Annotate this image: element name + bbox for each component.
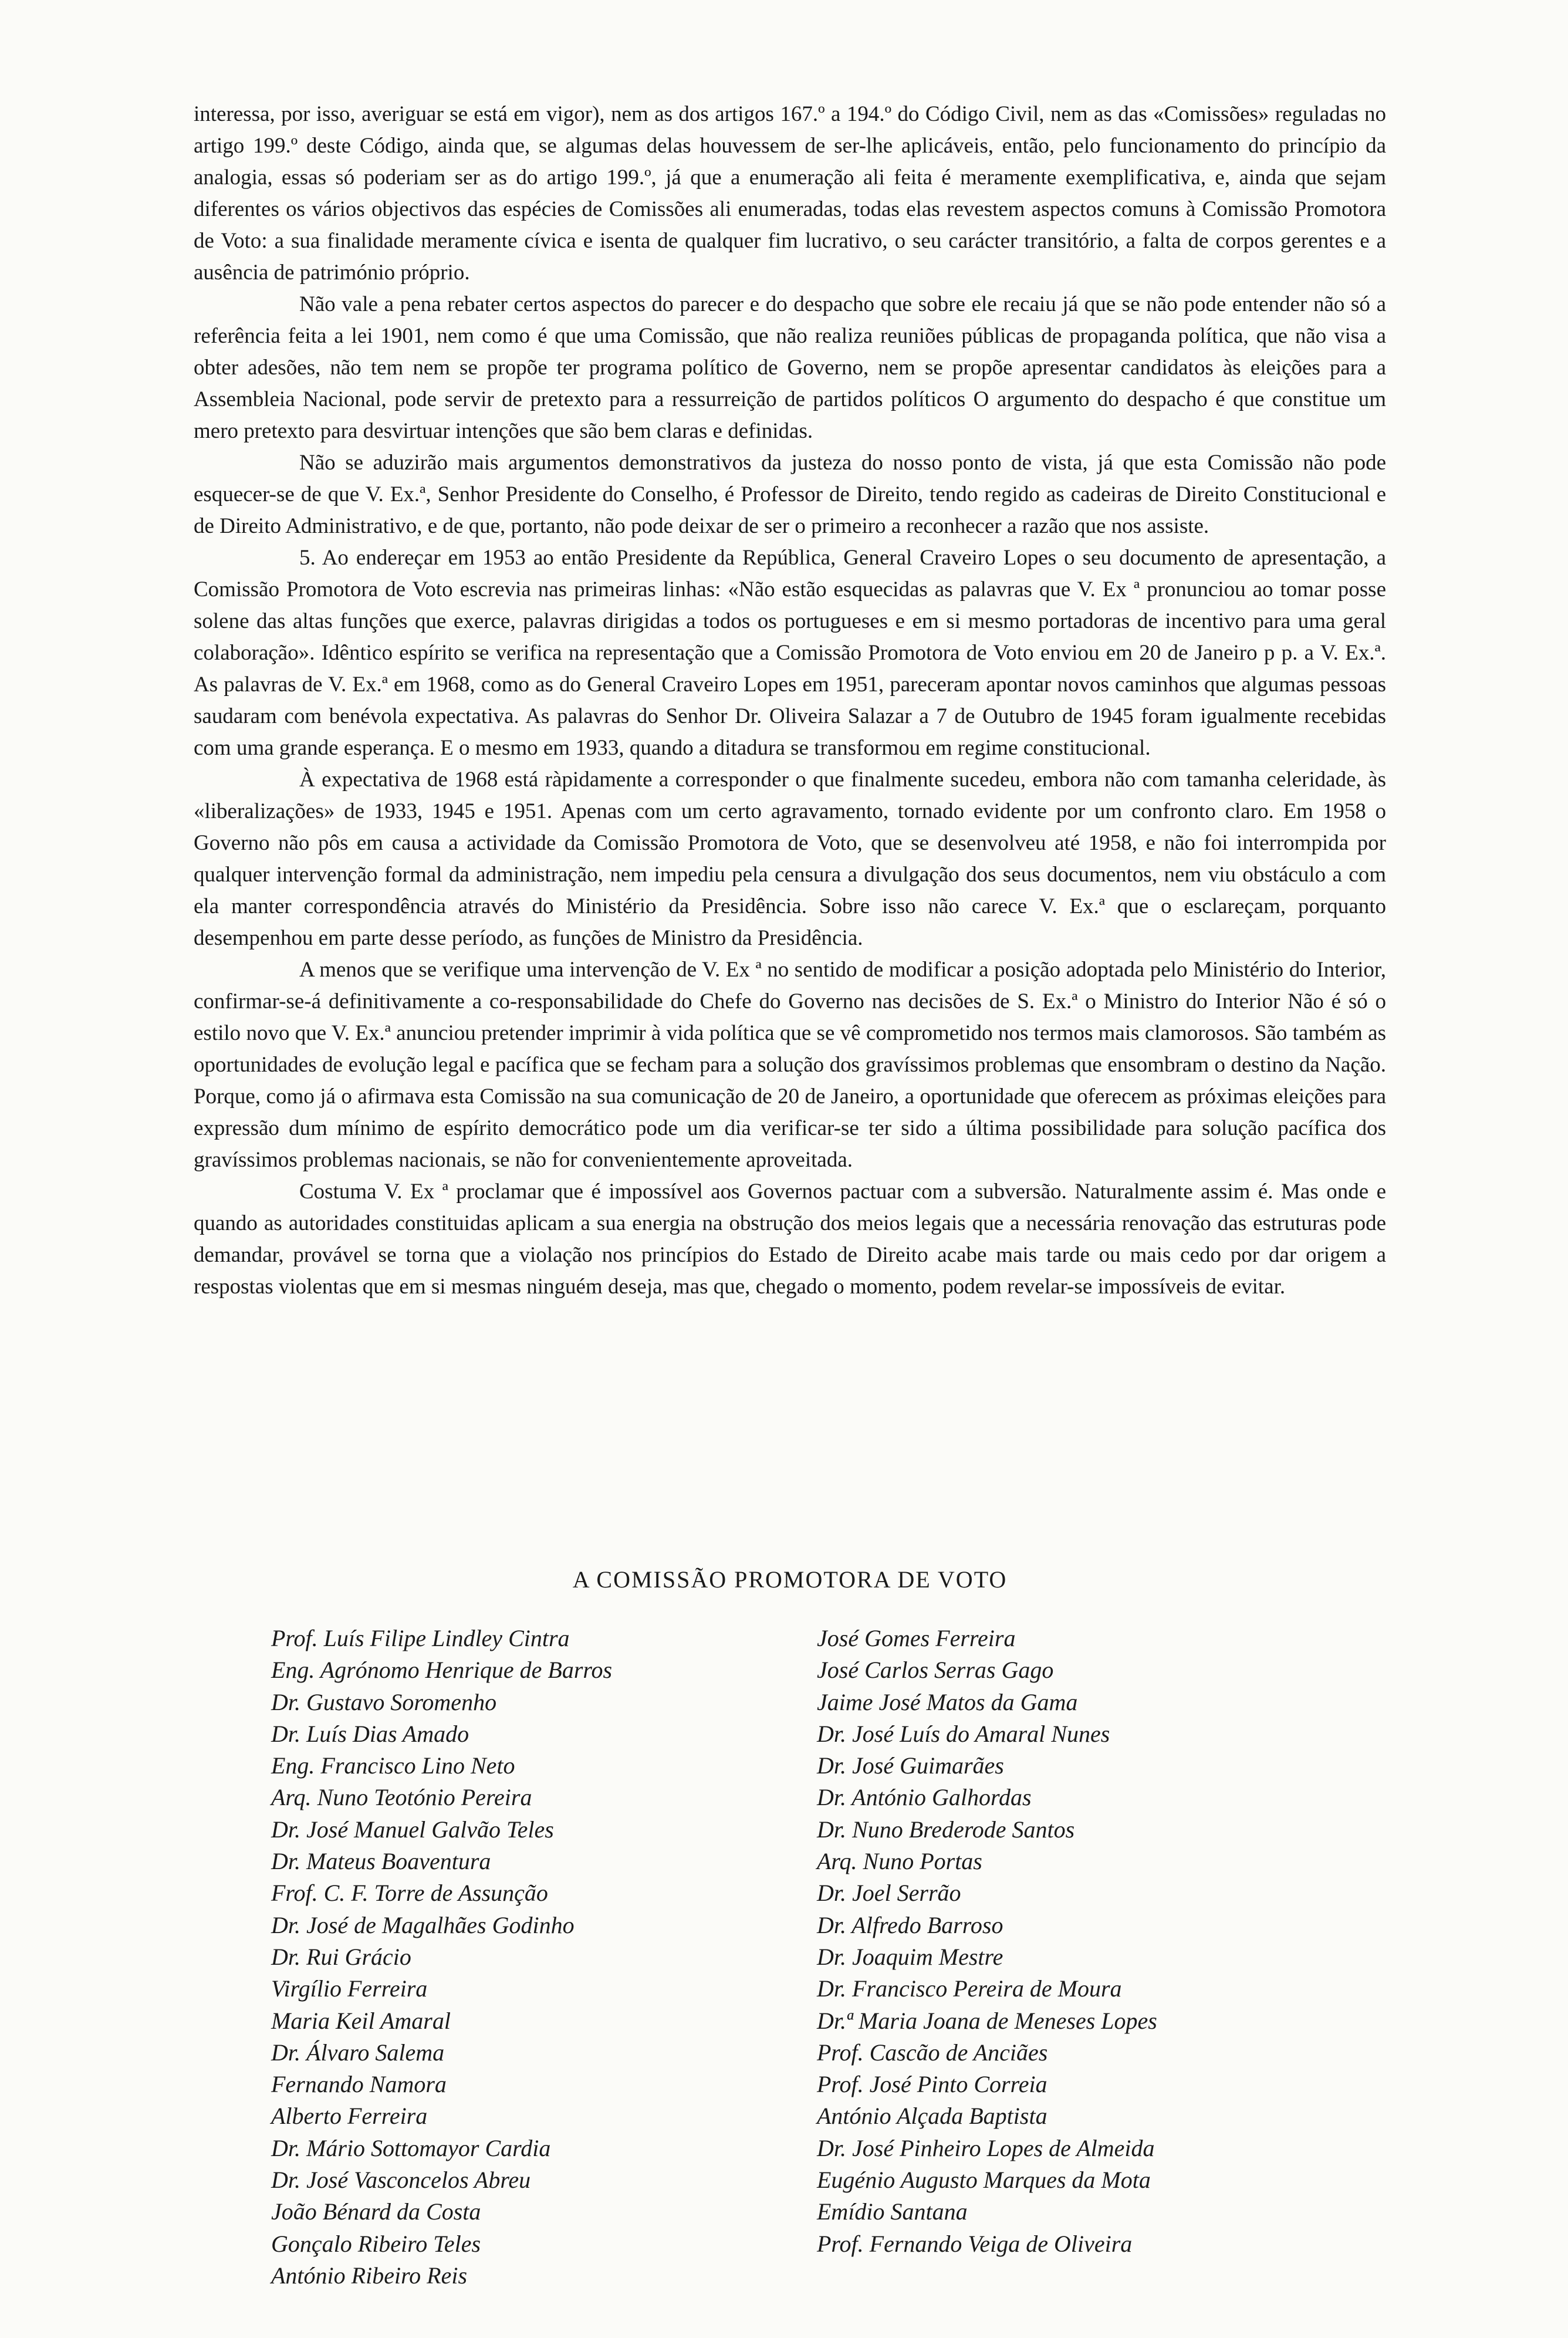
signatories-left-column: [271, 1623, 612, 2292]
signatory: Dr. José de Magalhães Godinho: [271, 1911, 575, 1938]
signatory: Dr. Francisco Pereira de Moura: [817, 1975, 1122, 2002]
signatory: Dr. Joaquim Mestre: [817, 1943, 1003, 1970]
signatory: Dr. José Luís do Amaral Nunes: [817, 1720, 1110, 1747]
signatory: Virgílio Ferreira: [271, 1975, 428, 2002]
signatory: Dr. José Guimarães: [817, 1752, 1004, 1779]
signatory: Dr. Luís Dias Amado: [271, 1720, 469, 1747]
signatory: João Bénard da Costa: [271, 2198, 481, 2225]
paragraph-7: Costuma V. Ex ª proclamar que é impossível aos Governos pactuar com a subversão. Naturalmente assim é. Mas onde e quando as autoridades constituidas aplicam a sua energia na obstrução dos meios legais que a necessária renovação das estruturas pode demandar, provável se torna que a violação nos princípios do Estado de Direito acabe mais tarde ou mais cedo por dar origem a respostas violentas que em si mesmas ninguém deseja, mas que, chegado o momento, podem revelar-se impossíveis de evitar.: [194, 1180, 1386, 1299]
signatory: Fernando Namora: [271, 2071, 447, 2098]
signatory: Jaime José Matos da Gama: [817, 1688, 1078, 1715]
signatory: Dr. José Manuel Galvão Teles: [271, 1816, 554, 1843]
signatory: Dr.ª Maria Joana de Meneses Lopes: [817, 2007, 1157, 2034]
paragraph-3: Não se aduzirão mais argumentos demonstrativos da justeza do nosso ponto de vista, já que esta Comissão não pode esquecer-se de que V. Ex.ª, Senhor Presidente do Conselho, é Professor de Direito, tendo regido as cadeiras de Direito Constitucional e de Direito Administrativo, e de que, portanto, não pode deixar de ser o primeiro a reconhecer a razão que nos assiste.: [194, 451, 1386, 538]
signatory: Maria Keil Amaral: [271, 2007, 451, 2034]
signatory: Prof. José Pinto Correia: [817, 2071, 1047, 2098]
signatory: Prof. Luís Filipe Lindley Cintra: [271, 1625, 570, 1651]
signatory: Dr. Mateus Boaventura: [271, 1848, 491, 1875]
signatory: Prof. Cascão de Anciães: [817, 2039, 1048, 2066]
signatory: Dr. José Vasconcelos Abreu: [271, 2167, 531, 2194]
signatory: Dr. Alfredo Barroso: [817, 1911, 1003, 1938]
signatory: Arq. Nuno Teotónio Pereira: [271, 1784, 532, 1811]
signatory: Dr. Nuno Brederode Santos: [817, 1816, 1075, 1843]
signature-heading: A COMISSÃO PROMOTORA DE VOTO: [572, 1566, 1008, 1593]
paragraph-4: 5. Ao endereçar em 1953 ao então Presidente da República, General Craveiro Lopes o seu documento de apresentação, a Comissão Promotora de Voto escrevia nas primeiras linhas: «Não estão esquecidas as palavras que V. Ex ª pronunciou ao tomar posse solene das altas funções que exerce, palavras dirigidas a todos os portugueses e em si mesmo portadoras de incentivo para uma geral colaboração». Idêntico espírito se verifica na representação que a Comissão Promotora de Voto enviou em 20 de Janeiro p p. a V. Ex.ª. As palavras de V. Ex.ª em 1968, como as do General Craveiro Lopes em 1951, pareceram apontar novos caminhos que algumas pessoas saudaram com benévola expectativa. As palavras do Senhor Dr. Oliveira Salazar a 7 de Outubro de 1945 foram igualmente recebidas com uma grande esperança. E o mesmo em 1933, quando a ditadura se transformou em regime constitucional.: [194, 546, 1386, 760]
signatory: José Gomes Ferreira: [817, 1625, 1016, 1651]
paragraph-2: Não vale a pena rebater certos aspectos do parecer e do despacho que sobre ele recaiu já que se não pode entender não só a referência feita a lei 1901, nem como é que uma Comissão, que não realiza reuniões públicas de propaganda política, que não visa a obter adesões, não tem nem se propõe ter programa político de Governo, nem se propõe apresentar candidatos às eleições para a Assembleia Nacional, pode servir de pretexto para a ressurreição de partidos políticos O argumento do despacho é que constitue um mero pretexto para desvirtuar intenções que são bem claras e definidas.: [194, 292, 1386, 443]
signatory: Emídio Santana: [817, 2198, 968, 2225]
signatories-right-column: [817, 1623, 1157, 2260]
signatory: Prof. Fernando Veiga de Oliveira: [817, 2230, 1133, 2257]
signatory: Eugénio Augusto Marques da Mota: [817, 2167, 1151, 2194]
signatory: Dr. Gustavo Soromenho: [271, 1688, 497, 1715]
signatory: Dr. António Galhordas: [817, 1784, 1032, 1811]
signatory: Dr. Mário Sottomayor Cardia: [271, 2134, 551, 2161]
signatory: Dr. Joel Serrão: [817, 1880, 961, 1907]
signatory: Eng. Francisco Lino Neto: [271, 1752, 515, 1779]
letter-body: [194, 99, 1386, 1303]
signatory: Dr. José Pinheiro Lopes de Almeida: [817, 2134, 1155, 2161]
signatory: Arq. Nuno Portas: [817, 1848, 982, 1875]
signatory: Dr. Rui Grácio: [271, 1943, 411, 1970]
signatory: Eng. Agrónomo Henrique de Barros: [271, 1657, 613, 1684]
signatory: Dr. Álvaro Salema: [271, 2039, 445, 2066]
signatory: Alberto Ferreira: [271, 2103, 428, 2130]
paragraph-5: À expectativa de 1968 está ràpidamente a corresponder o que finalmente sucedeu, embora não com tamanha celeridade, às «liberalizações» de 1933, 1945 e 1951. Apenas com um certo agravamento, tornado evidente por um confronto claro. Em 1958 o Governo não pôs em causa a actividade da Comissão Promotora de Voto, que se desenvolveu até 1958, e não foi interrompida por qualquer intervenção formal da administração, nem impediu pela censura a divulgação dos seus documentos, nem viu obstáculo a com ela manter correspondência através do Ministério da Presidência. Sobre isso não carece V. Ex.ª que o esclareçam, porquanto desempenhou em parte desse período, as funções de Ministro da Presidência.: [194, 768, 1386, 950]
signatory: José Carlos Serras Gago: [817, 1657, 1054, 1684]
signatory: António Alçada Baptista: [817, 2103, 1047, 2130]
signatory: Frof. C. F. Torre de Assunção: [271, 1880, 548, 1907]
signatory: António Ribeiro Reis: [271, 2262, 468, 2289]
signatory: Gonçalo Ribeiro Teles: [271, 2230, 481, 2257]
paragraph-6: A menos que se verifique uma intervenção de V. Ex ª no sentido de modificar a posição adoptada pelo Ministério do Interior, confirmar-se-á definitivamente a co-responsabilidade do Chefe do Governo nas decisões de S. Ex.ª o Ministro do Interior Não é só o estilo novo que V. Ex.ª anunciou pretender imprimir à vida política que se vê comprometido nos termos mais clamorosos. São também as oportunidades de evolução legal e pacífica que se fecham para a solução dos gravíssimos problemas que ensombram o destino da Nação. Porque, como já o afirmava esta Comissão na sua comunicação de 20 de Janeiro, a oportunidade que oferecem as próximas eleições para expressão dum mínimo de espírito democrático pode um dia verificar-se ter sido a última possibilidade para solução pacífica dos gravíssimos problemas nacionais, se não for convenientemente aproveitada.: [194, 958, 1386, 1172]
paragraph-1: interessa, por isso, averiguar se está em vigor), nem as dos artigos 167.º a 194.º do Código Civil, nem as das «Comissões» reguladas no artigo 199.º deste Código, ainda que, se algumas delas houvessem de ser-lhe aplicáveis, então, pelo funcionamento do princípio da analogia, essas só poderiam ser as do artigo 199.º, já que a enumeração ali feita é meramente exemplificativa, e, ainda que sejam diferentes os vários objectivos das espécies de Comissões ali enumeradas, todas elas revestem aspectos comuns à Comissão Promotora de Voto: a sua finalidade meramente cívica e isenta de qualquer fim lucrativo, o seu carácter transitório, a falta de corpos gerentes e a ausência de património próprio.: [194, 102, 1386, 285]
